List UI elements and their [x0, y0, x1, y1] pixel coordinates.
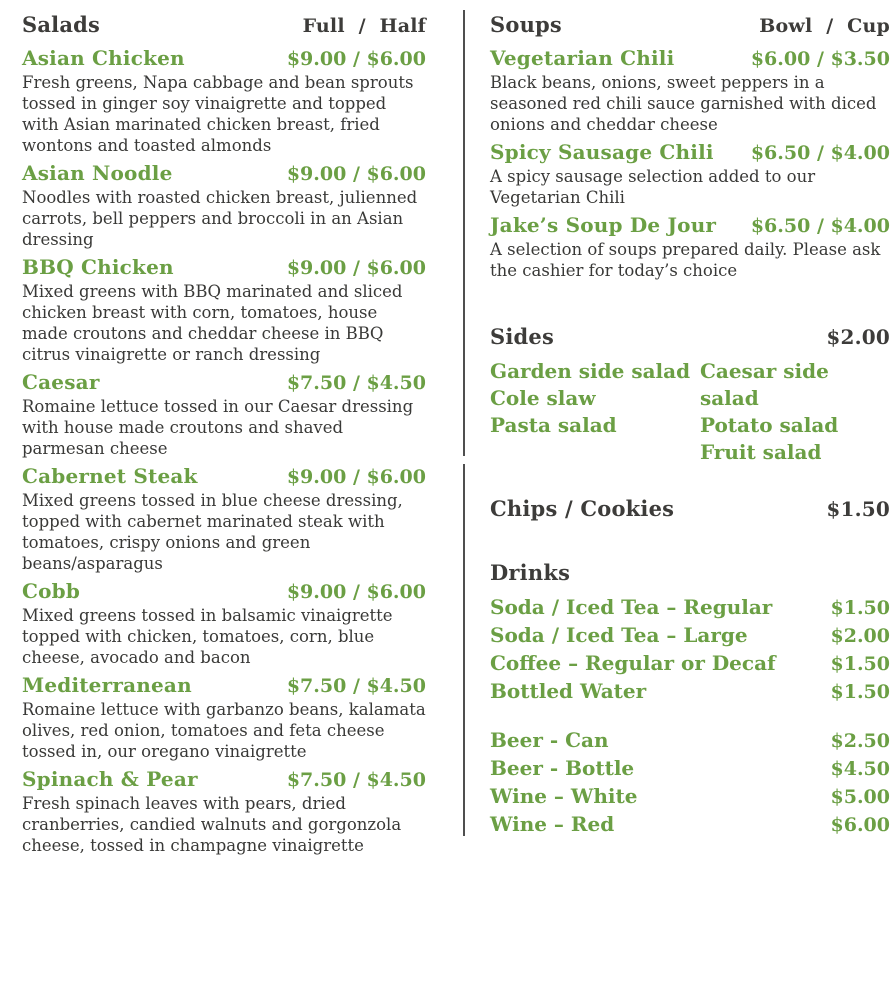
- salads-title: Salads: [22, 12, 101, 37]
- chips-cookies-section: [490, 496, 890, 521]
- item-description: Fresh spinach leaves with pears, dried cranberries, candied walnuts and gorgonzola cheese, tossed in champagne vinaigrette: [22, 794, 402, 855]
- menu-item-vegetarian-chili: [490, 46, 890, 135]
- salads-size-label: Full / Half: [302, 15, 426, 37]
- item-price: $9.00 / $6.00: [286, 163, 426, 185]
- drink-item: [490, 650, 890, 678]
- salads-section: [22, 12, 426, 861]
- drink-price: $6.00: [830, 814, 890, 836]
- drinks-header: [490, 560, 890, 585]
- item-price: $7.50 / $4.50: [286, 675, 426, 697]
- drink-item: [490, 755, 890, 783]
- item-name: Cobb: [22, 579, 81, 603]
- drink-name: Bottled Water: [490, 679, 647, 703]
- drink-item: [490, 594, 890, 622]
- item-price: $7.50 / $4.50: [286, 372, 426, 394]
- column-divider-top: [463, 10, 465, 456]
- drink-price: $1.50: [830, 653, 890, 675]
- chips-cookies-title: Chips / Cookies: [490, 496, 675, 521]
- sides-list: [490, 358, 890, 466]
- item-description: Noodles with roasted chicken breast, julienned carrots, bell peppers and broccoli in an Asian dressing: [22, 188, 418, 249]
- soups-title: Soups: [490, 12, 562, 37]
- menu-item-soup-de-jour: [490, 213, 890, 281]
- drink-item: [490, 811, 890, 839]
- drink-name: Soda / Iced Tea – Large: [490, 623, 748, 647]
- item-price: $6.50 / $4.00: [750, 142, 890, 164]
- item-name: Asian Noodle: [22, 161, 173, 185]
- drink-name: Wine – White: [490, 784, 638, 808]
- item-description: Black beans, onions, sweet peppers in a seasoned red chili sauce garnished with diced onions and cheddar cheese: [490, 73, 877, 134]
- side-item: Cole slaw: [490, 386, 596, 410]
- drink-name: Soda / Iced Tea – Regular: [490, 595, 773, 619]
- side-item: Garden side salad: [490, 359, 691, 383]
- menu-item-asian-noodle: [22, 161, 426, 250]
- drink-price: $2.50: [830, 730, 890, 752]
- item-price: $9.00 / $6.00: [286, 466, 426, 488]
- drink-price: $1.50: [830, 681, 890, 703]
- item-name: Jake’s Soup De Jour: [490, 213, 717, 237]
- item-description: A spicy sausage selection added to our Vegetarian Chili: [490, 167, 816, 207]
- sides-price: $2.00: [826, 325, 890, 349]
- drink-item: [490, 783, 890, 811]
- item-price: $6.50 / $4.00: [750, 215, 890, 237]
- chips-cookies-header: [490, 496, 890, 521]
- menu-item-caesar: [22, 370, 426, 459]
- side-item: Potato salad: [699, 413, 839, 437]
- soups-size-label: Bowl / Cup: [759, 15, 890, 37]
- menu-item-asian-chicken: [22, 46, 426, 156]
- item-name: BBQ Chicken: [22, 255, 174, 279]
- item-price: $9.00 / $6.00: [286, 257, 426, 279]
- item-name: Asian Chicken: [22, 46, 185, 70]
- menu-item-cobb: [22, 579, 426, 668]
- drink-name: Wine – Red: [490, 812, 615, 836]
- item-price: $9.00 / $6.00: [286, 581, 426, 603]
- menu-item-cabernet-steak: [22, 464, 426, 574]
- item-description: Romaine lettuce tossed in our Caesar dressing with house made croutons and shaved parmesan cheese: [22, 397, 414, 458]
- item-name: Spicy Sausage Chili: [490, 140, 714, 164]
- side-item: Fruit salad: [699, 440, 822, 464]
- drink-price: $1.50: [830, 597, 890, 619]
- side-item: Caesar side salad: [699, 359, 829, 410]
- sides-header: [490, 324, 890, 349]
- side-item: Pasta salad: [490, 413, 617, 437]
- item-name: Spinach & Pear: [22, 767, 198, 791]
- menu-item-mediterranean: [22, 673, 426, 762]
- item-price: $7.50 / $4.50: [286, 769, 426, 791]
- drink-item: [490, 678, 890, 706]
- drink-name: Beer - Can: [490, 728, 609, 752]
- item-description: Mixed greens tossed in balsamic vinaigrette topped with chicken, tomatoes, corn, blue cheese, avocado and bacon: [22, 606, 393, 667]
- drink-price: $4.50: [830, 758, 890, 780]
- item-description: Romaine lettuce with garbanzo beans, kalamata olives, red onion, tomatoes and feta cheese tossed in, our oregano vinaigrette: [22, 700, 426, 761]
- drink-price: $2.00: [830, 625, 890, 647]
- menu-item-spinach-pear: [22, 767, 426, 856]
- drink-item: [490, 727, 890, 755]
- item-name: Caesar: [22, 370, 100, 394]
- drinks-section: [490, 560, 890, 839]
- soups-section: [490, 12, 890, 281]
- column-divider-bottom: [463, 464, 465, 836]
- chips-cookies-price: $1.50: [826, 497, 890, 521]
- item-description: Fresh greens, Napa cabbage and bean sprouts tossed in ginger soy vinaigrette and topped with Asian marinated chicken breast, fried wontons and toasted almonds: [22, 73, 414, 155]
- sides-title: Sides: [490, 324, 555, 349]
- item-description: A selection of soups prepared daily. Please ask the cashier for today’s choice: [490, 240, 881, 280]
- item-name: Vegetarian Chili: [490, 46, 675, 70]
- item-price: $9.00 / $6.00: [286, 48, 426, 70]
- drink-name: Coffee – Regular or Decaf: [490, 651, 776, 675]
- item-description: Mixed greens tossed in blue cheese dressing, topped with cabernet marinated steak with tomatoes, crispy onions and green beans/asparagus: [22, 491, 403, 573]
- item-description: Mixed greens with BBQ marinated and sliced chicken breast with corn, tomatoes, house made croutons and cheddar cheese in BBQ citrus vinaigrette or ranch dressing: [22, 282, 403, 364]
- menu-item-bbq-chicken: [22, 255, 426, 365]
- sides-section: [490, 324, 890, 466]
- menu-item-spicy-sausage-chili: [490, 140, 890, 208]
- drink-price: $5.00: [830, 786, 890, 808]
- item-price: $6.00 / $3.50: [750, 48, 890, 70]
- drinks-title: Drinks: [490, 560, 571, 585]
- right-column: [490, 12, 890, 839]
- item-name: Cabernet Steak: [22, 464, 198, 488]
- salads-header: [22, 12, 426, 37]
- drink-item: [490, 622, 890, 650]
- item-name: Mediterranean: [22, 673, 192, 697]
- soups-header: [490, 12, 890, 37]
- drink-name: Beer - Bottle: [490, 756, 635, 780]
